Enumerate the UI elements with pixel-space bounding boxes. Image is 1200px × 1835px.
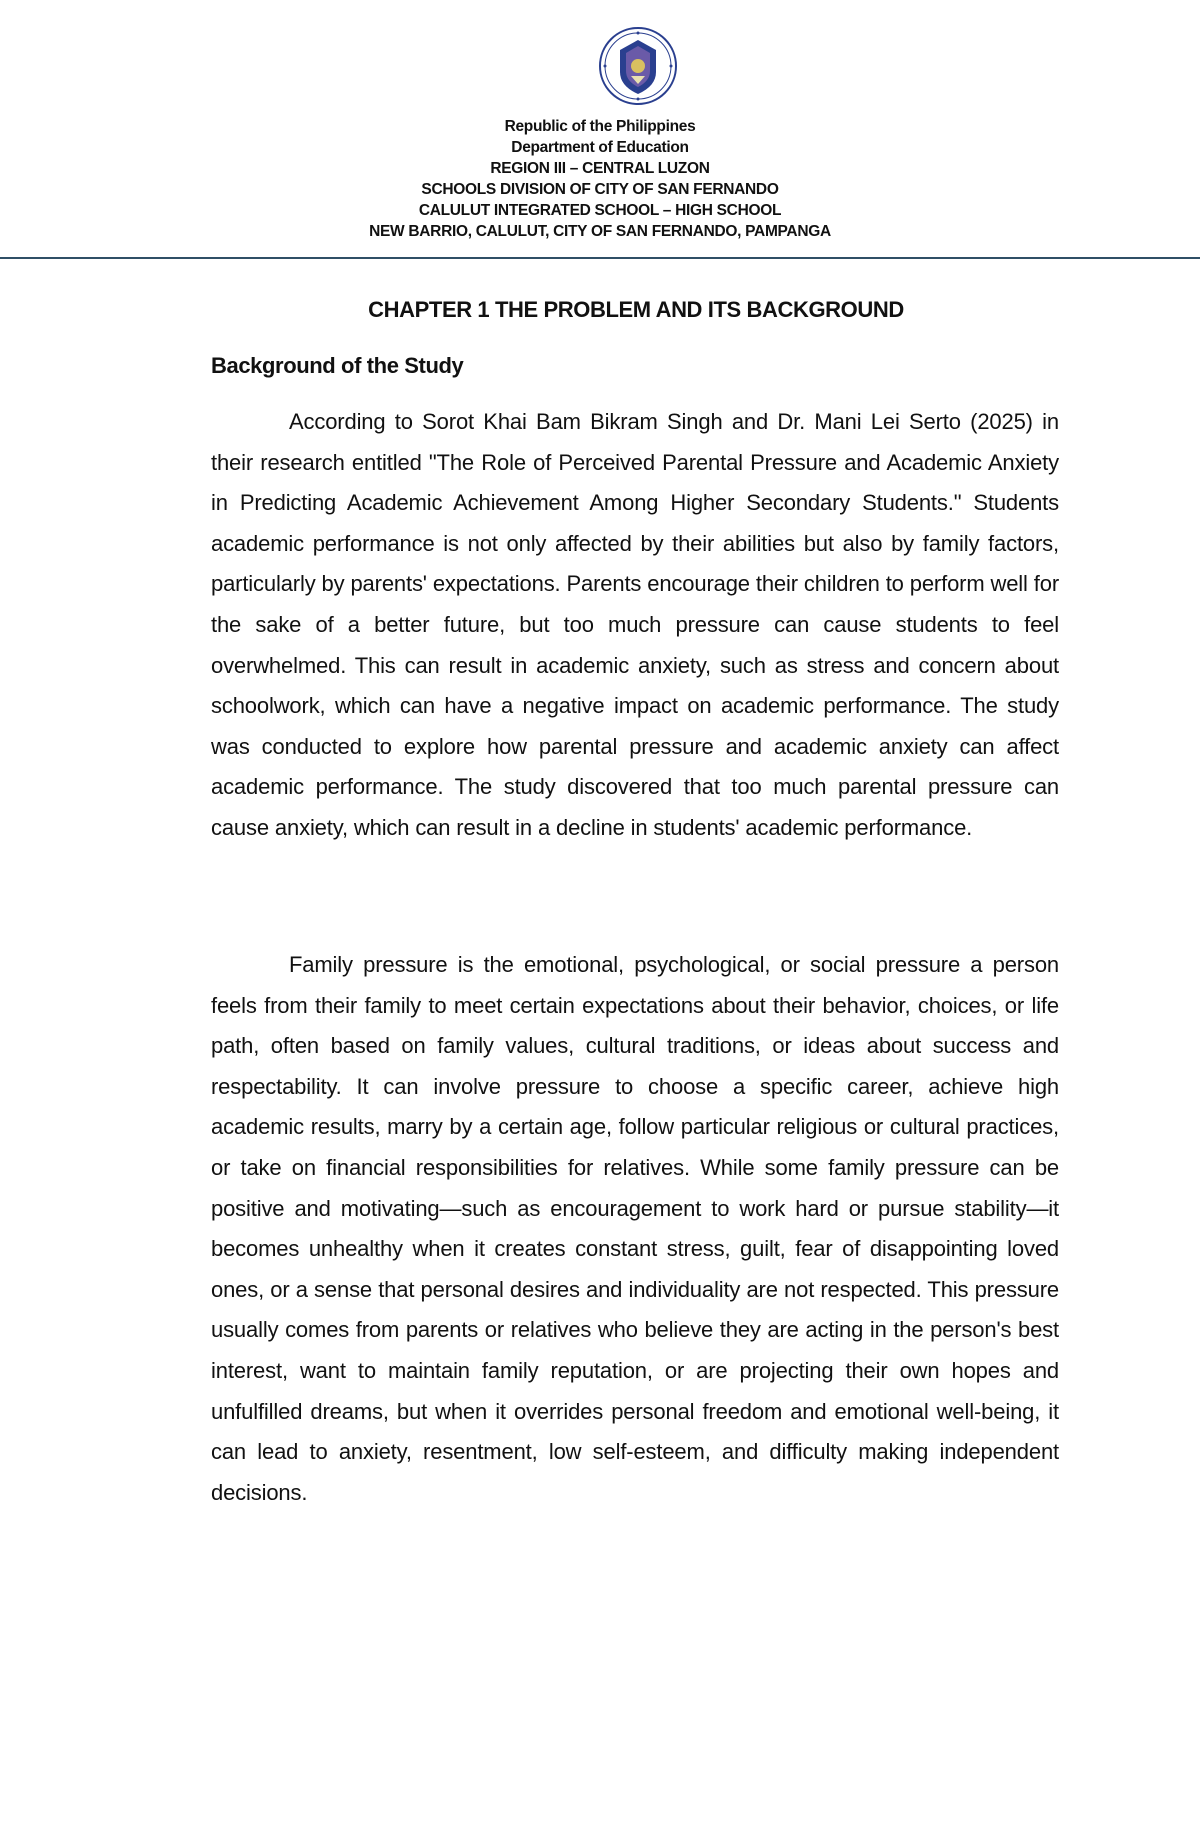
- letterhead-region: REGION III – CENTRAL LUZON: [490, 160, 710, 177]
- letterhead-republic: Republic of the Philippines: [504, 118, 696, 135]
- section-heading: Background of the Study: [211, 353, 464, 378]
- letterhead-school: CALULUT INTEGRATED SCHOOL – HIGH SCHOOL: [418, 202, 782, 219]
- header-divider: [0, 257, 1200, 259]
- letterhead: [0, 116, 1200, 242]
- letterhead-division: SCHOOLS DIVISION OF CITY OF SAN FERNANDO: [421, 181, 779, 198]
- chapter-title: CHAPTER 1 THE PROBLEM AND ITS BACKGROUND: [368, 297, 904, 322]
- body-paragraph-2: Family pressure is the emotional, psychological, or social pressure a person feels from their family to meet certain expectations about their behavior, choices, or life path, often based on family values, cultural traditions, or ideas about success and respectability. It can involve pressure to choose a specific career, achieve high academic results, marry by a certain age, follow particular religious or cultural practices, or take on financial responsibilities for relatives. While some family pressure can be positive and motivating—such as encouragement to work hard or pursue stability—it becomes unhealthy when it creates constant stress, guilt, fear of disappointing loved ones, or a sense that personal desires and individuality are not respected. This pressure usually comes from parents or relatives who believe they are acting in the person's best interest, want to maintain family reputation, or are projecting their own hopes and unfulfilled dreams, but when it overrides personal freedom and emotional well-being, it can lead to anxiety, resentment, low self-esteem, and difficulty making independent decisions.: [211, 952, 1059, 1505]
- letterhead-department: Department of Education: [511, 139, 689, 156]
- deped-seal-icon: [598, 26, 678, 106]
- body-paragraph-1: According to Sorot Khai Bam Bikram Singh and Dr. Mani Lei Serto (2025) in their research entitled "The Role of Perceived Parental Pressure and Academic Anxiety in Predicting Academic Achievement Among Higher Secondary Students." Students academic performance is not only affected by their abilities but also by family factors, particularly by parents' expectations. Parents encourage their children to perform well for the sake of a better future, but too much pressure can cause students to feel overwhelmed. This can result in academic anxiety, such as stress and concern about schoolwork, which can have a negative impact on academic performance. The study was conducted to explore how parental pressure and academic anxiety can affect academic performance. The study discovered that too much parental pressure can cause anxiety, which can result in a decline in students' academic performance.: [211, 409, 1059, 840]
- letterhead-address: NEW BARRIO, CALULUT, CITY OF SAN FERNANDO, PAMPANGA: [369, 223, 831, 240]
